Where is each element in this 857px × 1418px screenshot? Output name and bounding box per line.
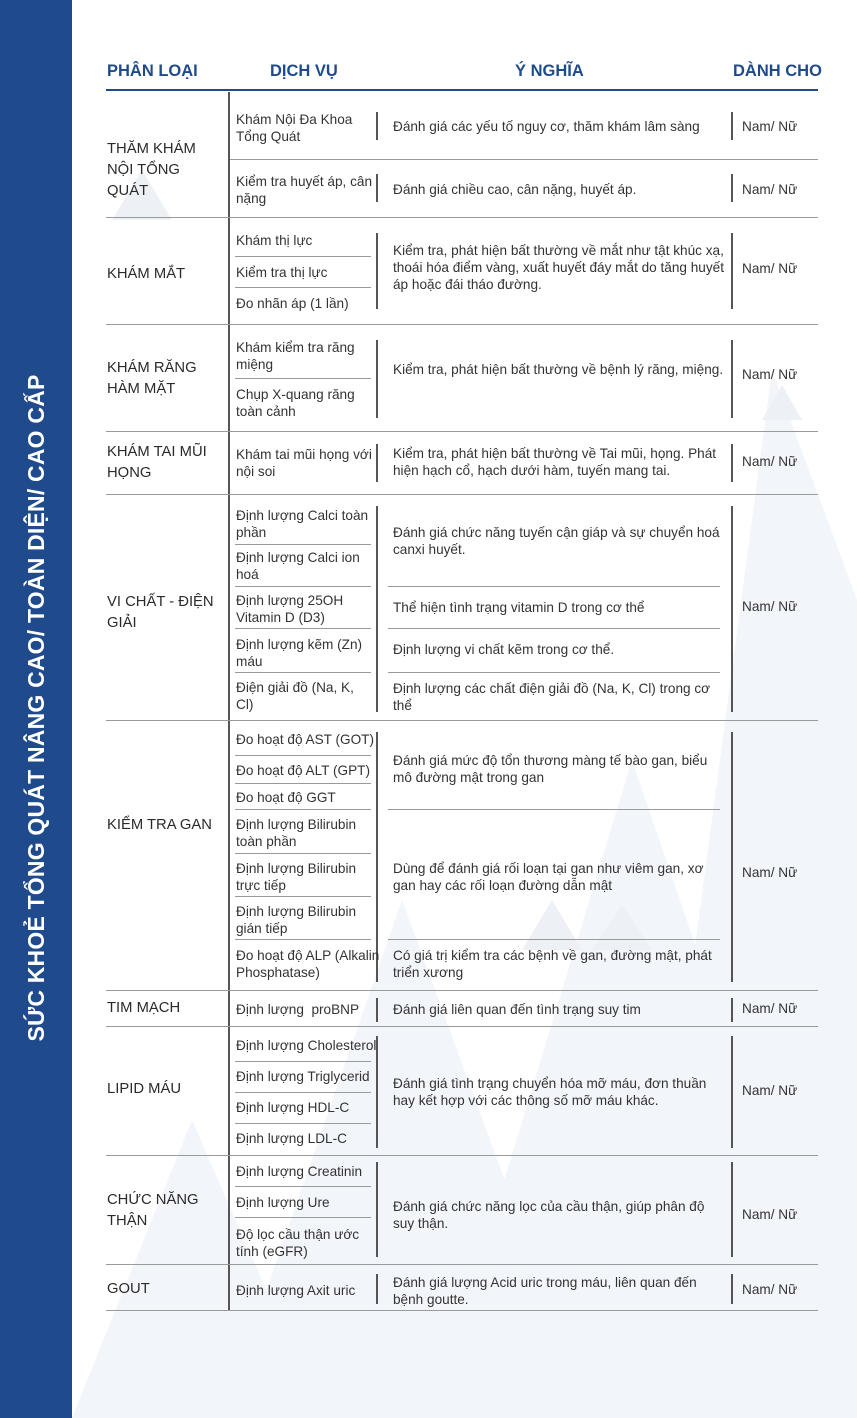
meaning-text: Đánh giá các yếu tố nguy cơ, thăm khám lâm sàng bbox=[393, 119, 700, 134]
meaning-text: Thể hiện tình trạng vitamin D trong cơ thể bbox=[393, 600, 645, 615]
service-item: Định lượng Calci toàn phần bbox=[236, 508, 369, 540]
row-divider bbox=[235, 896, 371, 897]
column-divider bbox=[228, 92, 230, 1310]
section-divider bbox=[106, 324, 818, 325]
header-meaning: Ý NGHĨA bbox=[515, 62, 584, 80]
target-label: Nam/ Nữ bbox=[742, 865, 798, 880]
row-divider bbox=[235, 939, 371, 940]
section-divider bbox=[106, 1264, 818, 1265]
service-item: Đo nhãn áp (1 lần) bbox=[236, 296, 349, 311]
target-label: Nam/ Nữ bbox=[742, 261, 798, 276]
category-label: GOUT bbox=[107, 1281, 150, 1297]
section-divider bbox=[106, 217, 818, 218]
meaning-text: Đánh giá chiều cao, cân nặng, huyết áp. bbox=[393, 182, 637, 197]
column-divider bbox=[731, 732, 733, 982]
service-item: Định lượng HDL-C bbox=[236, 1100, 350, 1115]
service-item: Định lượng LDL-C bbox=[236, 1131, 347, 1146]
row-divider bbox=[388, 672, 720, 673]
row-divider bbox=[235, 1186, 371, 1187]
column-divider bbox=[731, 340, 733, 418]
row-divider bbox=[235, 628, 371, 629]
column-divider bbox=[376, 732, 378, 982]
target-label: Nam/ Nữ bbox=[742, 1282, 798, 1297]
category-label: KIỂM TRA GAN bbox=[107, 817, 212, 833]
column-divider bbox=[376, 340, 378, 418]
column-divider bbox=[376, 444, 378, 482]
service-item: Điện giải đồ (Na, K, Cl) bbox=[236, 680, 354, 712]
meaning-text: Đánh giá liên quan đến tình trạng suy tim bbox=[393, 1002, 641, 1017]
meaning-text: Định lượng các chất điện giải đồ (Na, K, Cl) trong cơ thể bbox=[393, 681, 711, 713]
section-divider bbox=[106, 1310, 818, 1311]
column-divider bbox=[731, 998, 733, 1022]
meaning-text: Kiểm tra, phát hiện bất thường về bệnh lý răng, miệng. bbox=[393, 362, 724, 377]
category-label: THĂM KHÁM NỘI TỔNG QUÁT bbox=[107, 141, 196, 199]
meaning-text: Đánh giá tình trạng chuyển hóa mỡ máu, đơn thuần hay kết hợp với các thông số mỡ máu khác. bbox=[393, 1076, 707, 1108]
row-divider bbox=[388, 628, 720, 629]
meaning-text: Đánh giá lượng Acid uric trong máu, liên quan đến bệnh goutte. bbox=[393, 1275, 697, 1307]
service-item: Khám tai mũi họng với nội soi bbox=[236, 447, 372, 479]
column-divider bbox=[376, 506, 378, 712]
row-divider bbox=[235, 1217, 371, 1218]
meaning-text: Kiểm tra, phát hiện bất thường về Tai mũi, họng. Phát hiện hạch cổ, hạch dưới hàm, tuyến mang tai. bbox=[393, 446, 717, 478]
service-item: Đo hoạt độ GGT bbox=[236, 790, 336, 805]
column-divider bbox=[731, 174, 733, 202]
column-divider bbox=[731, 1162, 733, 1257]
service-item: Đo hoạt độ AST (GOT) bbox=[236, 732, 375, 747]
section-divider bbox=[106, 1026, 818, 1027]
row-divider bbox=[235, 853, 371, 854]
header-target: DÀNH CHO bbox=[733, 62, 822, 80]
section-divider bbox=[106, 990, 818, 991]
meaning-text: Dùng để đánh giá rối loạn tại gan như viêm gan, xơ gan hay các rối loạn đường dẫn mật bbox=[393, 861, 704, 893]
target-label: Nam/ Nữ bbox=[742, 599, 798, 614]
service-item: Định lượng Bilirubin gián tiếp bbox=[236, 904, 357, 936]
sidebar-band bbox=[0, 0, 72, 1418]
target-label: Nam/ Nữ bbox=[742, 119, 798, 134]
row-divider bbox=[235, 809, 371, 810]
service-item: Kiểm tra huyết áp, cân nặng bbox=[236, 174, 373, 206]
column-divider bbox=[731, 1036, 733, 1148]
side-title: SỨC KHOẺ TỔNG QUÁT NÂNG CAO/ TOÀN DIỆN/ CAO CẤP bbox=[23, 374, 49, 1042]
row-divider bbox=[235, 1061, 371, 1062]
meaning-text: Có giá trị kiểm tra các bệnh về gan, đường mật, phát triển xương bbox=[393, 948, 712, 980]
service-item: Khám kiểm tra răng miệng bbox=[236, 340, 355, 372]
section-divider bbox=[106, 720, 818, 721]
service-item: Chụp X-quang răng toàn cảnh bbox=[236, 387, 355, 419]
meaning-text: Đánh giá mức độ tổn thương màng tế bào gan, biểu mô đường mật trong gan bbox=[393, 753, 708, 785]
row-divider bbox=[235, 783, 371, 784]
column-divider bbox=[731, 506, 733, 712]
service-item: Định lượng Calci ion hoá bbox=[236, 550, 360, 582]
row-divider bbox=[388, 586, 720, 587]
row-divider bbox=[235, 378, 371, 379]
column-divider bbox=[376, 998, 378, 1022]
column-divider bbox=[376, 233, 378, 309]
target-label: Nam/ Nữ bbox=[742, 454, 798, 469]
service-item: Kiểm tra thị lực bbox=[236, 265, 328, 280]
category-label: KHÁM TAI MŨI HỌNG bbox=[107, 444, 207, 481]
target-label: Nam/ Nữ bbox=[742, 1083, 798, 1098]
category-label: CHỨC NĂNG THẬN bbox=[107, 1192, 199, 1229]
header-category: PHÂN LOẠI bbox=[107, 62, 198, 80]
service-item: Đo hoạt độ ALT (GPT) bbox=[236, 763, 370, 778]
service-item: Định lượng Axit uric bbox=[236, 1283, 356, 1298]
column-divider bbox=[376, 1274, 378, 1304]
row-divider bbox=[388, 939, 720, 940]
row-divider bbox=[235, 1092, 371, 1093]
header-rule bbox=[106, 89, 818, 91]
row-divider bbox=[388, 809, 720, 810]
column-divider bbox=[731, 112, 733, 140]
section-divider bbox=[106, 494, 818, 495]
row-divider bbox=[235, 1123, 371, 1124]
service-item: Định lượng Bilirubin trực tiếp bbox=[236, 861, 357, 893]
meaning-text: Định lượng vi chất kẽm trong cơ thể. bbox=[393, 642, 615, 657]
column-divider bbox=[376, 174, 378, 202]
service-item: Đo hoạt độ ALP (Alkalin Phosphatase) bbox=[236, 948, 380, 980]
target-label: Nam/ Nữ bbox=[742, 182, 798, 197]
row-divider bbox=[235, 287, 371, 288]
row-divider bbox=[230, 159, 818, 160]
meaning-text: Kiểm tra, phát hiện bất thường về mắt như tật khúc xạ, thoái hóa điểm vàng, xuất huyết đáy mắt do tăng huyết áp hoặc đái tháo đường. bbox=[393, 243, 725, 292]
category-label: LIPID MÁU bbox=[107, 1081, 181, 1097]
service-item: Định lượng Creatinin bbox=[236, 1164, 363, 1179]
column-divider bbox=[731, 444, 733, 482]
service-item: Định lượng kẽm (Zn) máu bbox=[236, 637, 363, 669]
service-item: Khám Nội Đa Khoa Tổng Quát bbox=[236, 112, 353, 144]
meaning-text: Đánh giá chức năng lọc của cầu thận, giúp phân độ suy thận. bbox=[393, 1199, 705, 1231]
category-label: KHÁM MẮT bbox=[107, 266, 186, 282]
target-label: Nam/ Nữ bbox=[742, 1001, 798, 1016]
header-service: DỊCH VỤ bbox=[270, 62, 338, 80]
service-item: Định lượng Cholesterol bbox=[236, 1038, 377, 1053]
service-item: Độ lọc cầu thận ước tính (eGFR) bbox=[236, 1227, 360, 1259]
column-divider bbox=[731, 1274, 733, 1304]
section-divider bbox=[106, 1155, 818, 1156]
meaning-text: Đánh giá chức năng tuyến cận giáp và sự chuyển hoá canxi huyết. bbox=[393, 525, 720, 557]
row-divider bbox=[235, 586, 371, 587]
section-divider bbox=[106, 431, 818, 432]
category-label: VI CHẤT - ĐIỆN GIẢI bbox=[107, 594, 214, 631]
category-label: KHÁM RĂNG HÀM MẶT bbox=[107, 360, 197, 397]
service-item: Định lượng Bilirubin toàn phần bbox=[236, 817, 357, 849]
category-label: TIM MẠCH bbox=[107, 1000, 181, 1016]
service-item: Định lượng 25OH Vitamin D (D3) bbox=[236, 593, 344, 625]
target-label: Nam/ Nữ bbox=[742, 1207, 798, 1222]
column-divider bbox=[376, 112, 378, 140]
service-item: Khám thị lực bbox=[236, 233, 313, 248]
target-label: Nam/ Nữ bbox=[742, 367, 798, 382]
row-divider bbox=[235, 256, 371, 257]
row-divider bbox=[235, 544, 371, 545]
column-divider bbox=[731, 233, 733, 309]
row-divider bbox=[235, 672, 371, 673]
service-item: Định lượng Triglycerid bbox=[236, 1069, 370, 1084]
row-divider bbox=[235, 755, 371, 756]
service-item: Định lượng Ure bbox=[236, 1195, 330, 1210]
service-item: Định lượng proBNP bbox=[236, 1002, 360, 1017]
